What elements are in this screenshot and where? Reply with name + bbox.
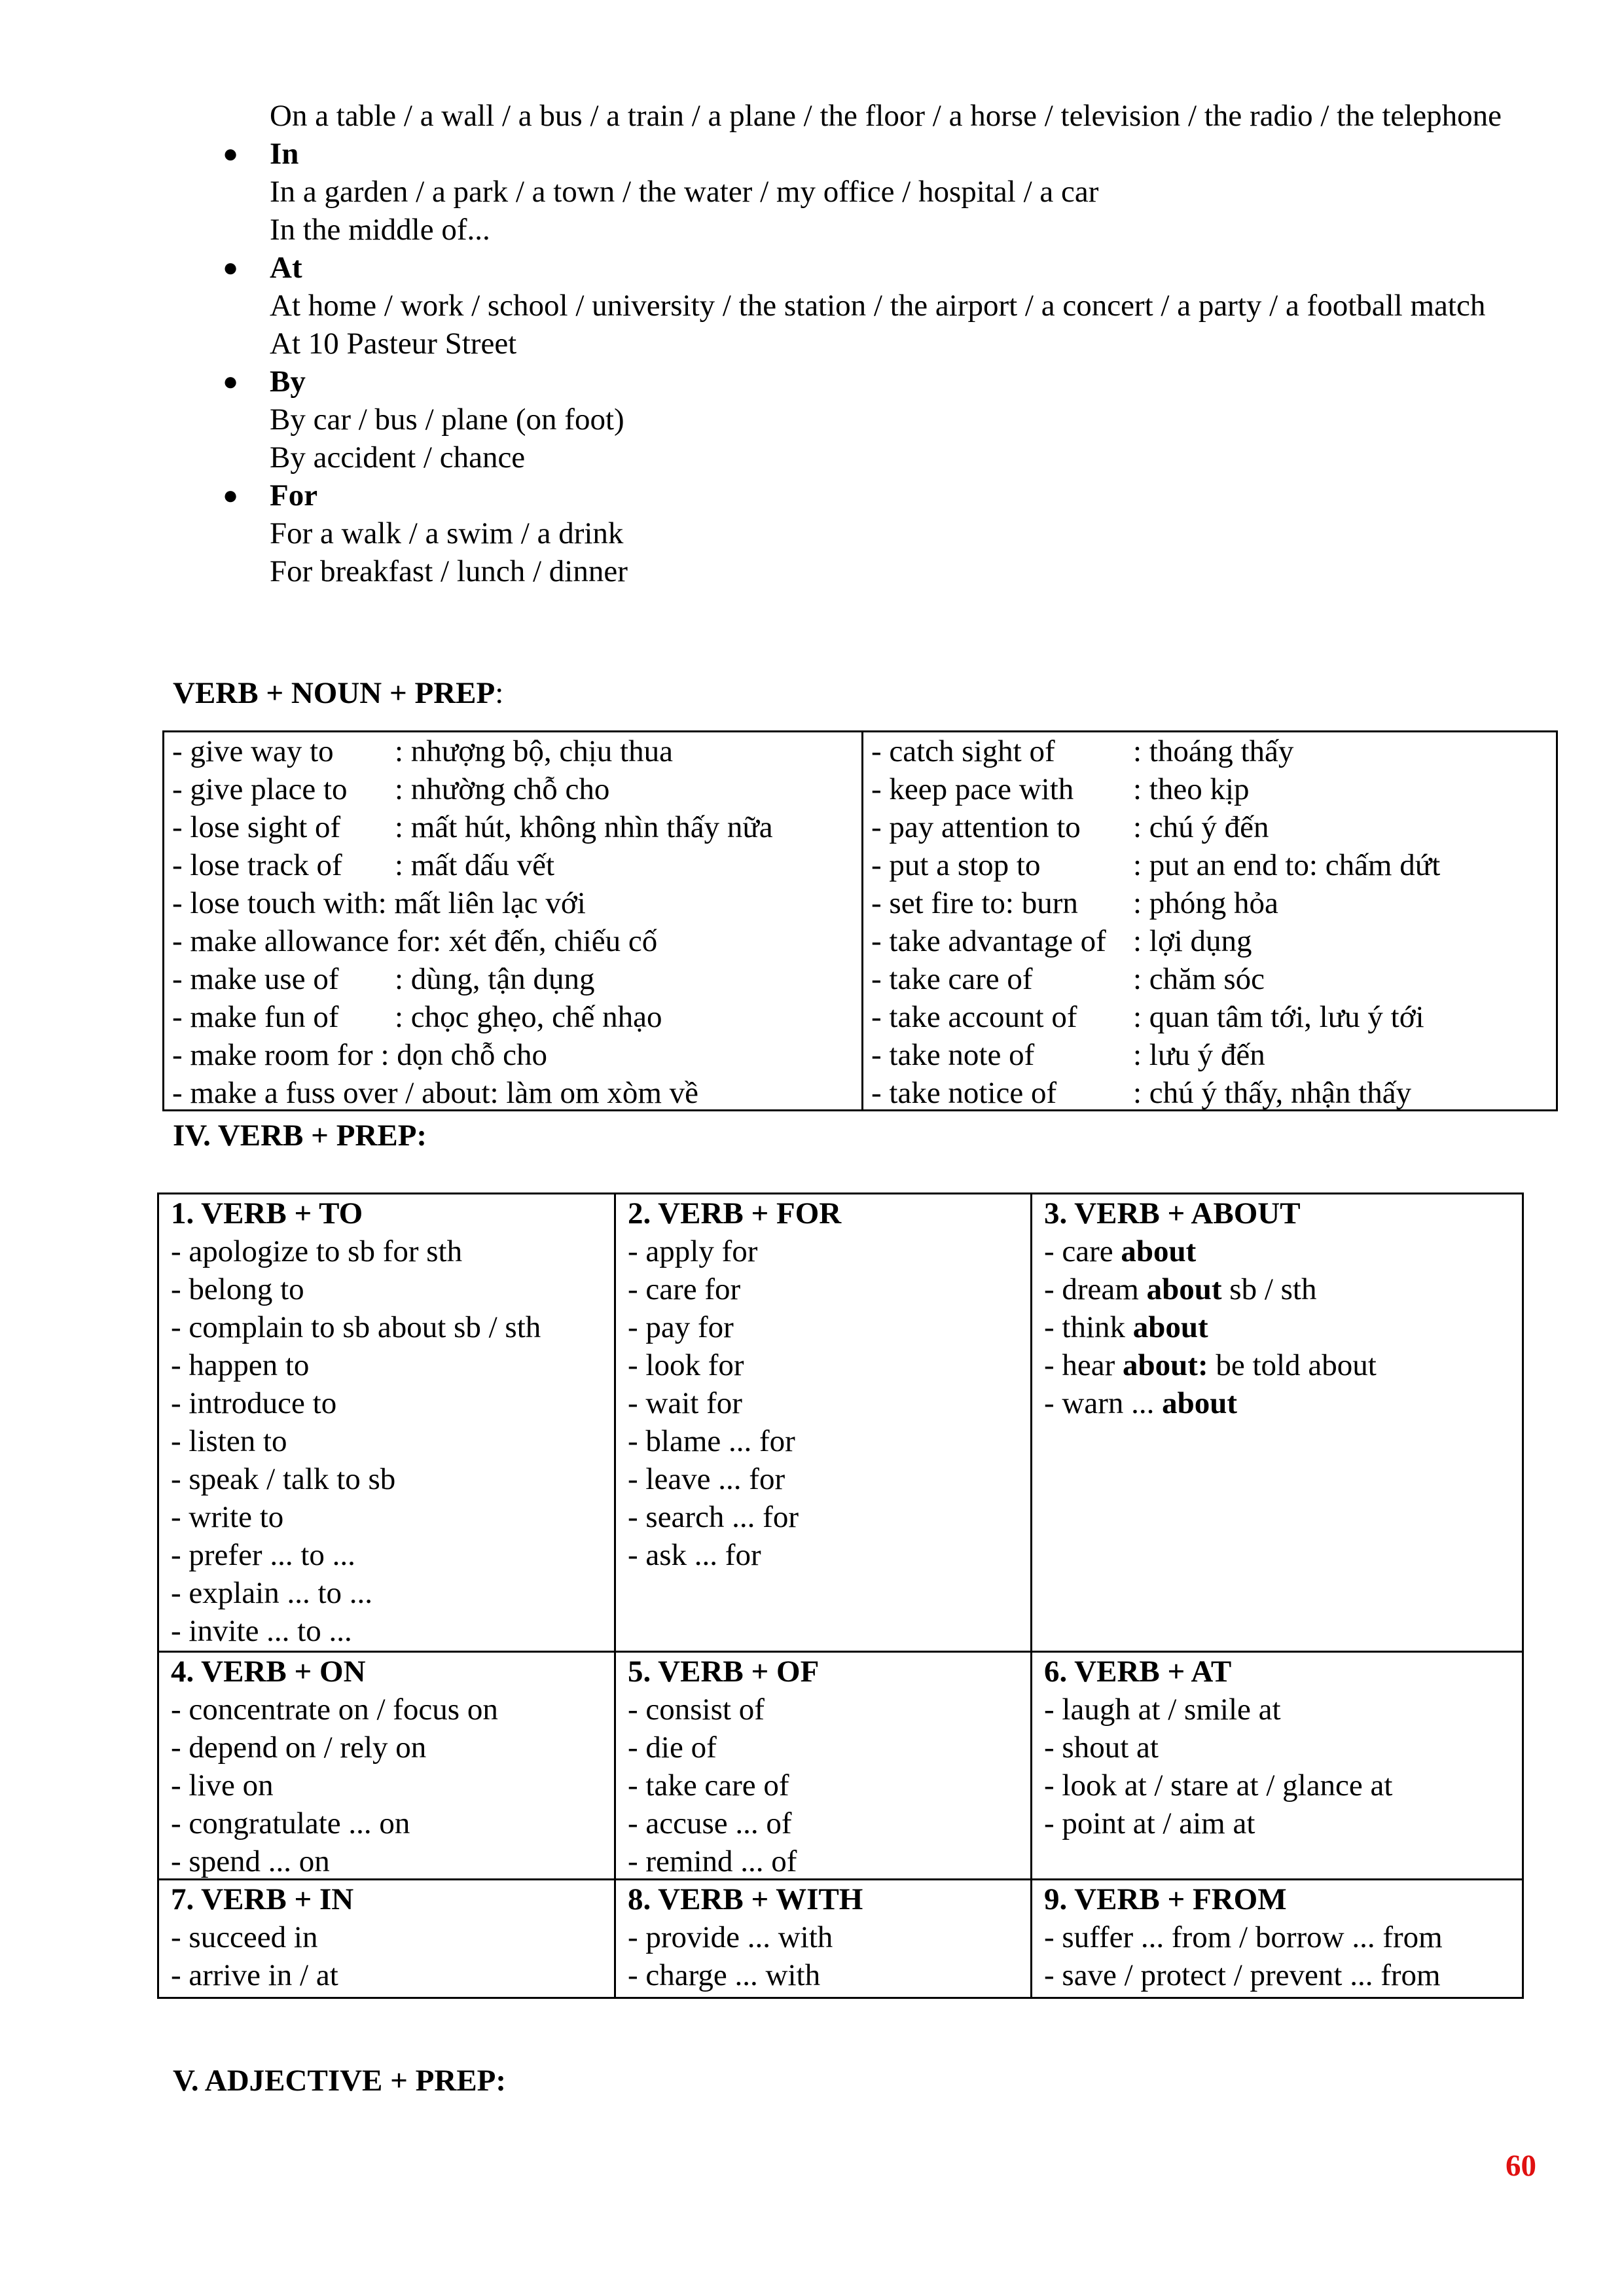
meaning: : lợi dụng [1133, 924, 1252, 958]
preposition-bold: about [1132, 1310, 1208, 1344]
adjective-prep-heading: V. ADJECTIVE + PREP: [173, 2064, 507, 2098]
section-line: By accident / chance [270, 440, 526, 475]
section-line: For a walk / a swim / a drink [270, 516, 624, 550]
cell-line: - complain to sb about sb / sth [171, 1310, 541, 1344]
phrase: - lose touch with: mất liên lạc với [172, 886, 586, 920]
line-text: - warn ... [1044, 1386, 1163, 1420]
cell-line: - arrive in / at [171, 1958, 338, 1992]
section-line: In the middle of... [270, 213, 490, 247]
cell-line: - speak / talk to sb [171, 1462, 396, 1496]
preposition-bold: about [1121, 1234, 1197, 1268]
bullet-heading [223, 363, 1546, 401]
line-text: - care [1044, 1234, 1121, 1268]
meaning: : lưu ý đến [1133, 1038, 1265, 1072]
bullet-icon: ● [223, 139, 239, 168]
cell-line: - introduce to [171, 1386, 337, 1420]
verb-prep-cell [159, 1880, 616, 1997]
cell-line: - look for [628, 1348, 744, 1382]
verb-prep-table [157, 1193, 1524, 1999]
cell-line: - provide ... with [628, 1920, 833, 1954]
cell-line: - shout at [1044, 1731, 1159, 1765]
section-title: By [270, 365, 306, 399]
section-line: At 10 Pasteur Street [270, 327, 517, 361]
phrase: - make a fuss over / about: làm om xòm về [172, 1076, 699, 1110]
phrase-row [172, 770, 861, 808]
meaning: : nhượng bộ, chịu thua [395, 734, 673, 768]
cell-line [1044, 1346, 1522, 1384]
section-line: In a garden / a park / a town / the water / my office / hospital / a car [270, 175, 1099, 209]
phrase-row [871, 1074, 1556, 1112]
phrase-row [172, 922, 861, 960]
cell-line: - apply for [628, 1234, 758, 1268]
phrase: - take note of [871, 1038, 1035, 1072]
cell-title: 1. VERB + TO [171, 1196, 363, 1230]
phrase: - take account of [871, 1000, 1077, 1034]
cell-line [1044, 1232, 1522, 1270]
preposition-bold: about: [1123, 1348, 1208, 1382]
phrase: - lose sight of [172, 810, 341, 844]
phrase: - lose track of [172, 848, 342, 882]
meaning: : nhường chỗ cho [395, 772, 610, 806]
phrase: - make allowance for: xét đến, chiếu cố [172, 924, 658, 958]
preposition-sections [223, 135, 1546, 590]
phrase-row [172, 1036, 861, 1074]
cell-line: - listen to [171, 1424, 287, 1458]
cell-line: - consist of [628, 1693, 765, 1727]
phrase: - give way to [172, 734, 334, 768]
section-title: At [270, 251, 302, 285]
phrase-row [871, 922, 1556, 960]
phrase: - set fire to: burn [871, 886, 1078, 920]
meaning: : mất dấu vết [395, 848, 555, 882]
cell-line [1044, 1308, 1522, 1346]
cell-title: 5. VERB + OF [628, 1655, 820, 1689]
phrase-row [871, 732, 1556, 770]
meaning: : theo kịp [1133, 772, 1250, 806]
cell-line: - live on [171, 1768, 274, 1803]
page-number: 60 [1506, 2149, 1536, 2183]
phrase: - give place to [172, 772, 348, 806]
cell-line: - invite ... to ... [171, 1614, 352, 1648]
cell-line: - suffer ... from / borrow ... from [1044, 1920, 1443, 1954]
meaning: : chú ý thấy, nhận thấy [1133, 1076, 1412, 1110]
phrase-row [871, 998, 1556, 1036]
phrase: - catch sight of [871, 734, 1055, 768]
phrase-row [172, 846, 861, 884]
verb-noun-prep-heading: VERB + NOUN + PREP: [173, 676, 504, 710]
section-line: By car / bus / plane (on foot) [270, 403, 624, 437]
section-title: In [270, 137, 299, 171]
phrase: - keep pace with [871, 772, 1074, 806]
cell-title: 8. VERB + WITH [628, 1882, 863, 1916]
phrase: - put a stop to [871, 848, 1041, 882]
meaning: : dùng, tận dụng [395, 962, 595, 996]
meaning: : mất hút, không nhìn thấy nữa [395, 810, 773, 844]
cell-line: - apologize to sb for sth [171, 1234, 463, 1268]
cell-line: - depend on / rely on [171, 1731, 427, 1765]
meaning: : thoáng thấy [1133, 734, 1294, 768]
cell-line: - save / protect / prevent ... from [1044, 1958, 1441, 1992]
cell-line: - wait for [628, 1386, 742, 1420]
phrase-row [172, 884, 861, 922]
phrase-row [172, 998, 861, 1036]
cell-line: - spend ... on [171, 1844, 330, 1878]
bullet-icon: ● [223, 480, 239, 510]
cell-line: - write to [171, 1500, 284, 1534]
verb-noun-prep-left-column [164, 732, 863, 1109]
phrase: - take advantage of [871, 924, 1106, 958]
cell-line: - explain ... to ... [171, 1576, 373, 1610]
cell-line: - concentrate on / focus on [171, 1693, 498, 1727]
phrase-row [172, 808, 861, 846]
phrase: - take care of [871, 962, 1033, 996]
preposition-bold: about [1146, 1272, 1222, 1306]
verb-prep-cell [616, 1194, 1032, 1653]
verb-prep-cell [1032, 1194, 1522, 1653]
cell-line: - prefer ... to ... [171, 1538, 355, 1572]
verb-prep-cell [616, 1653, 1032, 1880]
phrase: - make fun of [172, 1000, 339, 1034]
cell-line: - take care of [628, 1768, 789, 1803]
verb-prep-cell [159, 1194, 616, 1653]
cell-line [1044, 1270, 1522, 1308]
cell-line: - search ... for [628, 1500, 799, 1534]
cell-line: - pay for [628, 1310, 734, 1344]
meaning: : chọc ghẹo, chế nhạo [395, 1000, 662, 1034]
cell-title: 3. VERB + ABOUT [1044, 1196, 1301, 1230]
cell-line [1044, 1384, 1522, 1422]
bullet-heading [223, 135, 1546, 173]
cell-line: - die of [628, 1731, 717, 1765]
line-text: - dream [1044, 1272, 1147, 1306]
cell-title: 7. VERB + IN [171, 1882, 354, 1916]
section-title: For [270, 478, 318, 512]
bullet-icon: ● [223, 253, 239, 282]
cell-line: - accuse ... of [628, 1806, 792, 1840]
meaning: : chăm sóc [1133, 962, 1265, 996]
cell-line: - blame ... for [628, 1424, 795, 1458]
phrase-row [871, 770, 1556, 808]
preposition-bold: about [1162, 1386, 1238, 1420]
cell-title: 4. VERB + ON [171, 1655, 366, 1689]
line-text: - hear [1044, 1348, 1123, 1382]
meaning: : put an end to: chấm dứt [1133, 848, 1441, 882]
cell-line: - laugh at / smile at [1044, 1693, 1281, 1727]
cell-line: - happen to [171, 1348, 310, 1382]
phrase-row [871, 846, 1556, 884]
cell-line: - congratulate ... on [171, 1806, 410, 1840]
cell-title: 9. VERB + FROM [1044, 1882, 1287, 1916]
phrase-row [172, 732, 861, 770]
verb-noun-prep-right-column [863, 732, 1556, 1109]
bullet-heading [223, 476, 1546, 514]
phrase: - pay attention to [871, 810, 1081, 844]
line-text: sb / sth [1221, 1272, 1317, 1306]
cell-line: - leave ... for [628, 1462, 785, 1496]
section-line: For breakfast / lunch / dinner [270, 554, 628, 588]
cell-line: - belong to [171, 1272, 304, 1306]
meaning: : chú ý đến [1133, 810, 1269, 844]
phrase-row [871, 884, 1556, 922]
phrase-row [871, 960, 1556, 998]
bullet-icon: ● [223, 367, 239, 396]
verb-prep-cell [1032, 1653, 1522, 1880]
phrase: - take notice of [871, 1076, 1057, 1110]
verb-prep-cell [159, 1653, 616, 1880]
line-text: - think [1044, 1310, 1133, 1344]
bullet-heading [223, 249, 1546, 287]
meaning: : quan tâm tới, lưu ý tới [1133, 1000, 1424, 1034]
cell-line: - remind ... of [628, 1844, 797, 1878]
verb-prep-cell [1032, 1880, 1522, 1997]
on-examples: On a table / a wall / a bus / a train / a plane / the floor / a horse / television / the radio / the telephone [270, 99, 1502, 133]
cell-title: 6. VERB + AT [1044, 1655, 1232, 1689]
cell-line: - charge ... with [628, 1958, 821, 1992]
cell-line: - ask ... for [628, 1538, 761, 1572]
verb-noun-prep-table [162, 730, 1558, 1111]
verb-prep-heading: IV. VERB + PREP: [173, 1119, 427, 1153]
phrase-row [172, 960, 861, 998]
phrase: - make room for : dọn chỗ cho [172, 1038, 547, 1072]
cell-title: 2. VERB + FOR [628, 1196, 842, 1230]
cell-line: - succeed in [171, 1920, 318, 1954]
meaning: : phóng hỏa [1133, 886, 1278, 920]
cell-line: - point at / aim at [1044, 1806, 1255, 1840]
cell-line: - look at / stare at / glance at [1044, 1768, 1393, 1803]
line-text: be told about [1208, 1348, 1377, 1382]
phrase-row [871, 808, 1556, 846]
phrase-row [172, 1074, 861, 1112]
cell-line: - care for [628, 1272, 741, 1306]
prepositions-of-place-section [223, 97, 1546, 590]
phrase-row [871, 1036, 1556, 1074]
verb-prep-cell [616, 1880, 1032, 1997]
phrase: - make use of [172, 962, 339, 996]
section-line: At home / work / school / university / the station / the airport / a concert / a party / a football match [270, 289, 1486, 323]
